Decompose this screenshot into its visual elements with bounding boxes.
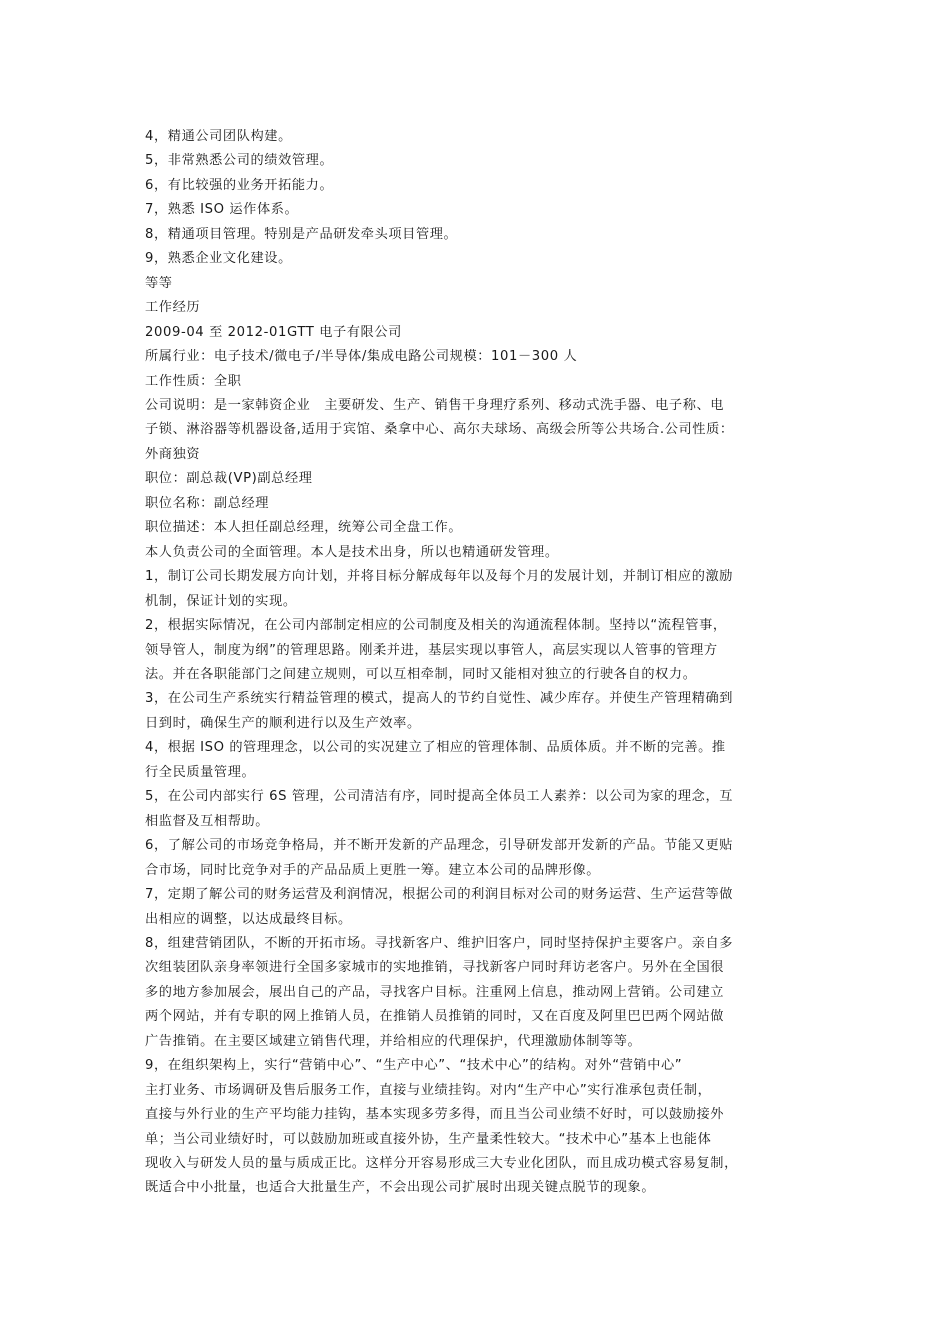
duty-line: 直接与外行业的生产平均能力挂钩，基本实现多劳多得，而且当公司业绩不好时，可以鼓励接外: [145, 1107, 725, 1123]
duty-line: 次组装团队亲身率领进行全国多家城市的实地推销，寻找新客户同时拜访老客户。另外在全国很: [145, 960, 725, 976]
duty-line: 日到时，确保生产的顺利进行以及生产效率。: [145, 715, 421, 731]
duty-item-5: [145, 785, 813, 834]
duty-line: 单；当公司业绩好时，可以鼓励加班或直接外协，生产量柔性较大。“技术中心”基本上也能体: [145, 1131, 712, 1147]
duty-line: 出相应的调整，以达成最终目标。: [145, 911, 352, 927]
duty-line: 主打业务、市场调研及售后服务工作，直接与业绩挂钩。对内“生产中心”实行准承包责任制，: [145, 1082, 712, 1098]
duty-item-8: [145, 932, 813, 1054]
job-intro: 本人负责公司的全面管理。本人是技术出身，所以也精通研发管理。: [145, 544, 559, 560]
skill-item-7: 7，熟悉 ISO 运作体系。: [145, 202, 299, 218]
duty-item-6: [145, 834, 813, 883]
company-description: [145, 394, 813, 467]
duty-line: 广告推销。在主要区域建立销售代理，并给相应的代理保护，代理激励体制等等。: [145, 1033, 642, 1049]
duty-line: 两个网站，并有专职的网上推销人员，在推销人员推销的同时，又在百度及阿里巴巴两个网站做: [145, 1009, 725, 1025]
skill-item-6: 6，有比较强的业务开拓能力。: [145, 177, 334, 193]
duty-line: 既适合中小批量，也适合大批量生产，不会出现公司扩展时出现关键点脱节的现象。: [145, 1180, 656, 1196]
duty-item-2: [145, 614, 813, 687]
job-position-description: 职位描述：本人担任副总经理，统筹公司全盘工作。: [145, 520, 463, 536]
duty-line: 2，根据实际情况，在公司内部制定相应的公司制度及相关的沟通流程体制。坚持以“流程管事，: [145, 618, 727, 634]
job-period-company: 2009-04 至 2012-01GTT 电子有限公司: [145, 324, 402, 340]
duty-item-1: [145, 565, 813, 614]
duty-line: 4，根据 ISO 的管理理念，以公司的实况建立了相应的管理体制、品质体质。并不断的完善。推: [145, 740, 726, 756]
company-description-line: 子锁、淋浴器等机器设备,适用于宾馆、桑拿中心、高尔夫球场、高级会所等公共场合.公司性质：: [145, 422, 734, 438]
duty-line: 多的地方参加展会，展出自己的产品，寻找客户目标。注重网上信息，推动网上营销。公司建立: [145, 984, 725, 1000]
duty-line: 相监督及互相帮助。: [145, 813, 270, 829]
duty-line: 法。并在各职能部门之间建立规则，可以互相牵制，同时又能相对独立的行驶各自的权力。: [145, 666, 697, 682]
duty-line: 7，定期了解公司的财务运营及利润情况，根据公司的利润目标对公司的财务运营、生产运营等做: [145, 887, 734, 903]
skill-item-5: 5，非常熟悉公司的绩效管理。: [145, 153, 334, 169]
skill-item-9: 9，熟悉企业文化建设。: [145, 251, 292, 267]
duty-line: 领导管人，制度为纲”的管理思路。刚柔并进，基层实现以事管人，高层实现以人管事的管理方: [145, 642, 718, 658]
section-title-work-experience: 工作经历: [145, 300, 201, 316]
duty-line: 5，在公司内部实行 6S 管理，公司清洁有序，同时提高全体员工人素养：以公司为家的理念，互: [145, 789, 734, 805]
duty-item-7: [145, 883, 813, 932]
company-description-line: 外商独资: [145, 446, 201, 462]
duty-line: 1，制订公司长期发展方向计划，并将目标分解成每年以及每个月的发展计划，并制订相应的激励: [145, 569, 734, 585]
duty-line: 机制，保证计划的实现。: [145, 593, 297, 609]
job-industry-scale: 所属行业：电子技术/微电子/半导体/集成电路公司规模：101－300 人: [145, 349, 578, 365]
duty-line: 合市场，同时比竞争对手的产品品质上更胜一筹。建立本公司的品牌形像。: [145, 862, 600, 878]
duty-item-4: [145, 736, 813, 785]
duty-line: 行全民质量管理。: [145, 764, 256, 780]
job-position: 职位：副总裁(VP)副总经理: [145, 471, 313, 487]
duty-line: 6，了解公司的市场竞争格局，并不断开发新的产品理念，引导研发部开发新的产品。节能又更贴: [145, 838, 734, 854]
skill-etc: 等等: [145, 275, 173, 291]
duty-line: 3，在公司生产系统实行精益管理的模式，提高人的节约自觉性、减少库存。并使生产管理精确到: [145, 691, 734, 707]
job-nature: 工作性质：全职: [145, 373, 242, 389]
document-page: [145, 125, 813, 1201]
duty-line: 现收入与研发人员的量与质成正比。这样分开容易形成三大专业化团队，而且成功模式容易复制，: [145, 1156, 738, 1172]
duty-line: 8，组建营销团队，不断的开拓市场。寻找新客户、维护旧客户，同时坚持保护主要客户。亲自多: [145, 935, 734, 951]
skill-item-4: 4，精通公司团队构建。: [145, 129, 292, 144]
job-position-name: 职位名称：副总经理: [145, 495, 270, 511]
company-description-line: 公司说明：是一家韩资企业 主要研发、生产、销售干身理疗系列、移动式洗手器、电子称、电: [145, 397, 725, 413]
skill-item-8: 8，精通项目管理。特别是产品研发牵头项目管理。: [145, 226, 458, 242]
duty-item-3: [145, 687, 813, 736]
duty-line: 9，在组织架构上，实行“营销中心”、“生产中心”、“技术中心”的结构。对外“营销中心”: [145, 1058, 683, 1074]
duty-item-9: [145, 1054, 813, 1201]
